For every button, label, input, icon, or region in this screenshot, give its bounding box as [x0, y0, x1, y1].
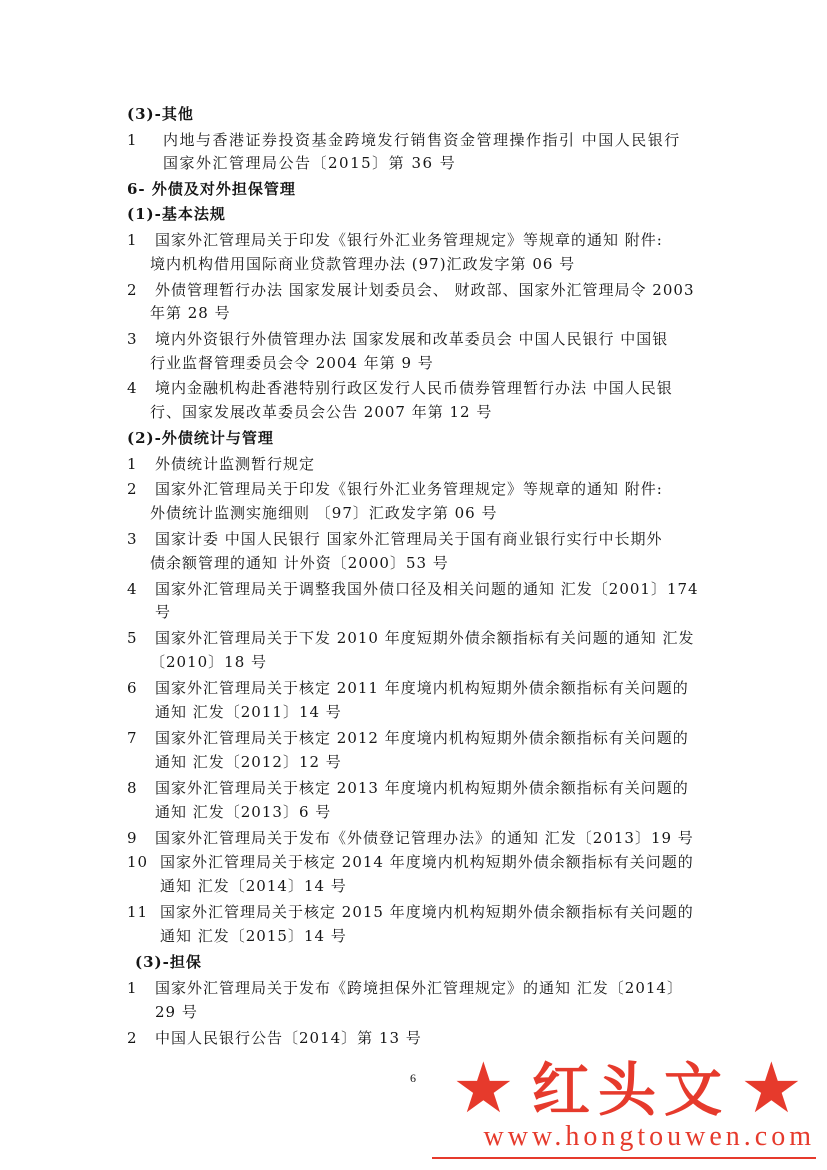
item-text-line: 国家外汇管理局关于核定 2011 年度境内机构短期外债余额指标有关问题的 — [155, 679, 689, 697]
watermark-title: 红头文 — [532, 1056, 731, 1124]
item-text-line: 国家外汇管理局公告〔2015〕第 36 号 — [163, 154, 457, 172]
item-text-line: 通知 汇发〔2013〕6 号 — [155, 803, 332, 821]
item-text-line: 年第 28 号 — [150, 304, 231, 322]
item-text-line: 通知 汇发〔2015〕14 号 — [160, 927, 347, 945]
item-number: 1 — [127, 231, 138, 249]
watermark-star-icon: ★ — [740, 1047, 803, 1129]
item-number: 8 — [127, 779, 138, 797]
item-number: 3 — [127, 530, 138, 548]
item-number: 1 — [127, 131, 138, 149]
item-text-line: 债余额管理的通知 计外资〔2000〕53 号 — [150, 554, 449, 572]
item-text-line: 国家外汇管理局关于发布《外债登记管理办法》的通知 汇发〔2013〕19 号 — [155, 829, 694, 847]
chapter-heading: 6- 外债及对外担保管理 — [127, 180, 296, 198]
item-text-line: 国家计委 中国人民银行 国家外汇管理局关于国有商业银行实行中长期外 — [155, 530, 663, 548]
item-text-line: 外债管理暂行办法 国家发展计划委员会、 财政部、国家外汇管理局令 2003 — [155, 281, 695, 299]
item-text-line: 行业监督管理委员会令 2004 年第 9 号 — [150, 354, 434, 372]
item-text-line: 国家外汇管理局关于核定 2012 年度境内机构短期外债余额指标有关问题的 — [155, 729, 689, 747]
item-text-line: 国家外汇管理局关于下发 2010 年度短期外债余额指标有关问题的通知 汇发 — [155, 629, 695, 647]
item-text-line: 国家外汇管理局关于核定 2015 年度境内机构短期外债余额指标有关问题的 — [160, 903, 694, 921]
item-number: 1 — [127, 455, 138, 473]
item-text-line: 国家外汇管理局关于调整我国外债口径及相关问题的通知 汇发〔2001〕174 — [155, 580, 699, 598]
item-text-line: 通知 汇发〔2014〕14 号 — [160, 877, 347, 895]
item-text-line: 国家外汇管理局关于核定 2013 年度境内机构短期外债余额指标有关问题的 — [155, 779, 689, 797]
item-number: 3 — [127, 330, 138, 348]
section-heading: (1)-基本法规 — [127, 205, 226, 223]
item-text-line: 境内机构借用国际商业贷款管理办法 (97)汇政发字第 06 号 — [150, 255, 576, 273]
item-text-line: 境内金融机构赴香港特别行政区发行人民币债券管理暂行办法 中国人民银 — [155, 379, 673, 397]
watermark-star-icon: ★ — [452, 1047, 515, 1129]
item-number: 5 — [127, 629, 138, 647]
item-text-line: 〔2010〕18 号 — [150, 653, 268, 671]
item-text-line: 29 号 — [155, 1003, 198, 1021]
item-text-line: 内地与香港证券投资基金跨境发行销售资金管理操作指引 中国人民银行 — [163, 131, 681, 149]
item-text-line: 通知 汇发〔2012〕12 号 — [155, 753, 342, 771]
item-text-line: 外债统计监测实施细则 〔97〕汇政发字第 06 号 — [150, 504, 498, 522]
item-text-line: 外债统计监测暂行规定 — [155, 455, 316, 473]
item-number: 1 — [127, 979, 138, 997]
item-number: 7 — [127, 729, 138, 747]
item-text-line: 通知 汇发〔2011〕14 号 — [155, 703, 342, 721]
item-number: 2 — [127, 1029, 138, 1047]
item-number: 6 — [127, 679, 138, 697]
item-number: 4 — [127, 580, 138, 598]
watermark-rule — [432, 1157, 816, 1159]
item-text-line: 国家外汇管理局关于印发《银行外汇业务管理规定》等规章的通知 附件: — [155, 480, 663, 498]
item-number: 2 — [127, 281, 138, 299]
item-number: 9 — [127, 829, 138, 847]
item-text-line: 号 — [155, 603, 172, 621]
page-number: 6 — [410, 1071, 416, 1085]
watermark-url: www.hongtouwen.com — [483, 1121, 815, 1152]
item-text-line: 中国人民银行公告〔2014〕第 13 号 — [155, 1029, 422, 1047]
item-number: 2 — [127, 480, 138, 498]
section-heading: (2)-外债统计与管理 — [127, 429, 274, 447]
item-text-line: 国家外汇管理局关于印发《银行外汇业务管理规定》等规章的通知 附件: — [155, 231, 663, 249]
item-text-line: 国家外汇管理局关于核定 2014 年度境内机构短期外债余额指标有关问题的 — [160, 853, 694, 871]
item-number: 4 — [127, 379, 138, 397]
item-text-line: 境内外资银行外债管理办法 国家发展和改革委员会 中国人民银行 中国银 — [155, 330, 669, 348]
section-heading: (3)-担保 — [135, 953, 202, 971]
item-number: 10 — [127, 853, 149, 871]
item-text-line: 行、国家发展改革委员会公告 2007 年第 12 号 — [150, 403, 493, 421]
item-text-line: 国家外汇管理局关于发布《跨境担保外汇管理规定》的通知 汇发〔2014〕 — [155, 979, 683, 997]
item-number: 11 — [127, 903, 149, 921]
section-heading: (3)-其他 — [127, 105, 194, 123]
